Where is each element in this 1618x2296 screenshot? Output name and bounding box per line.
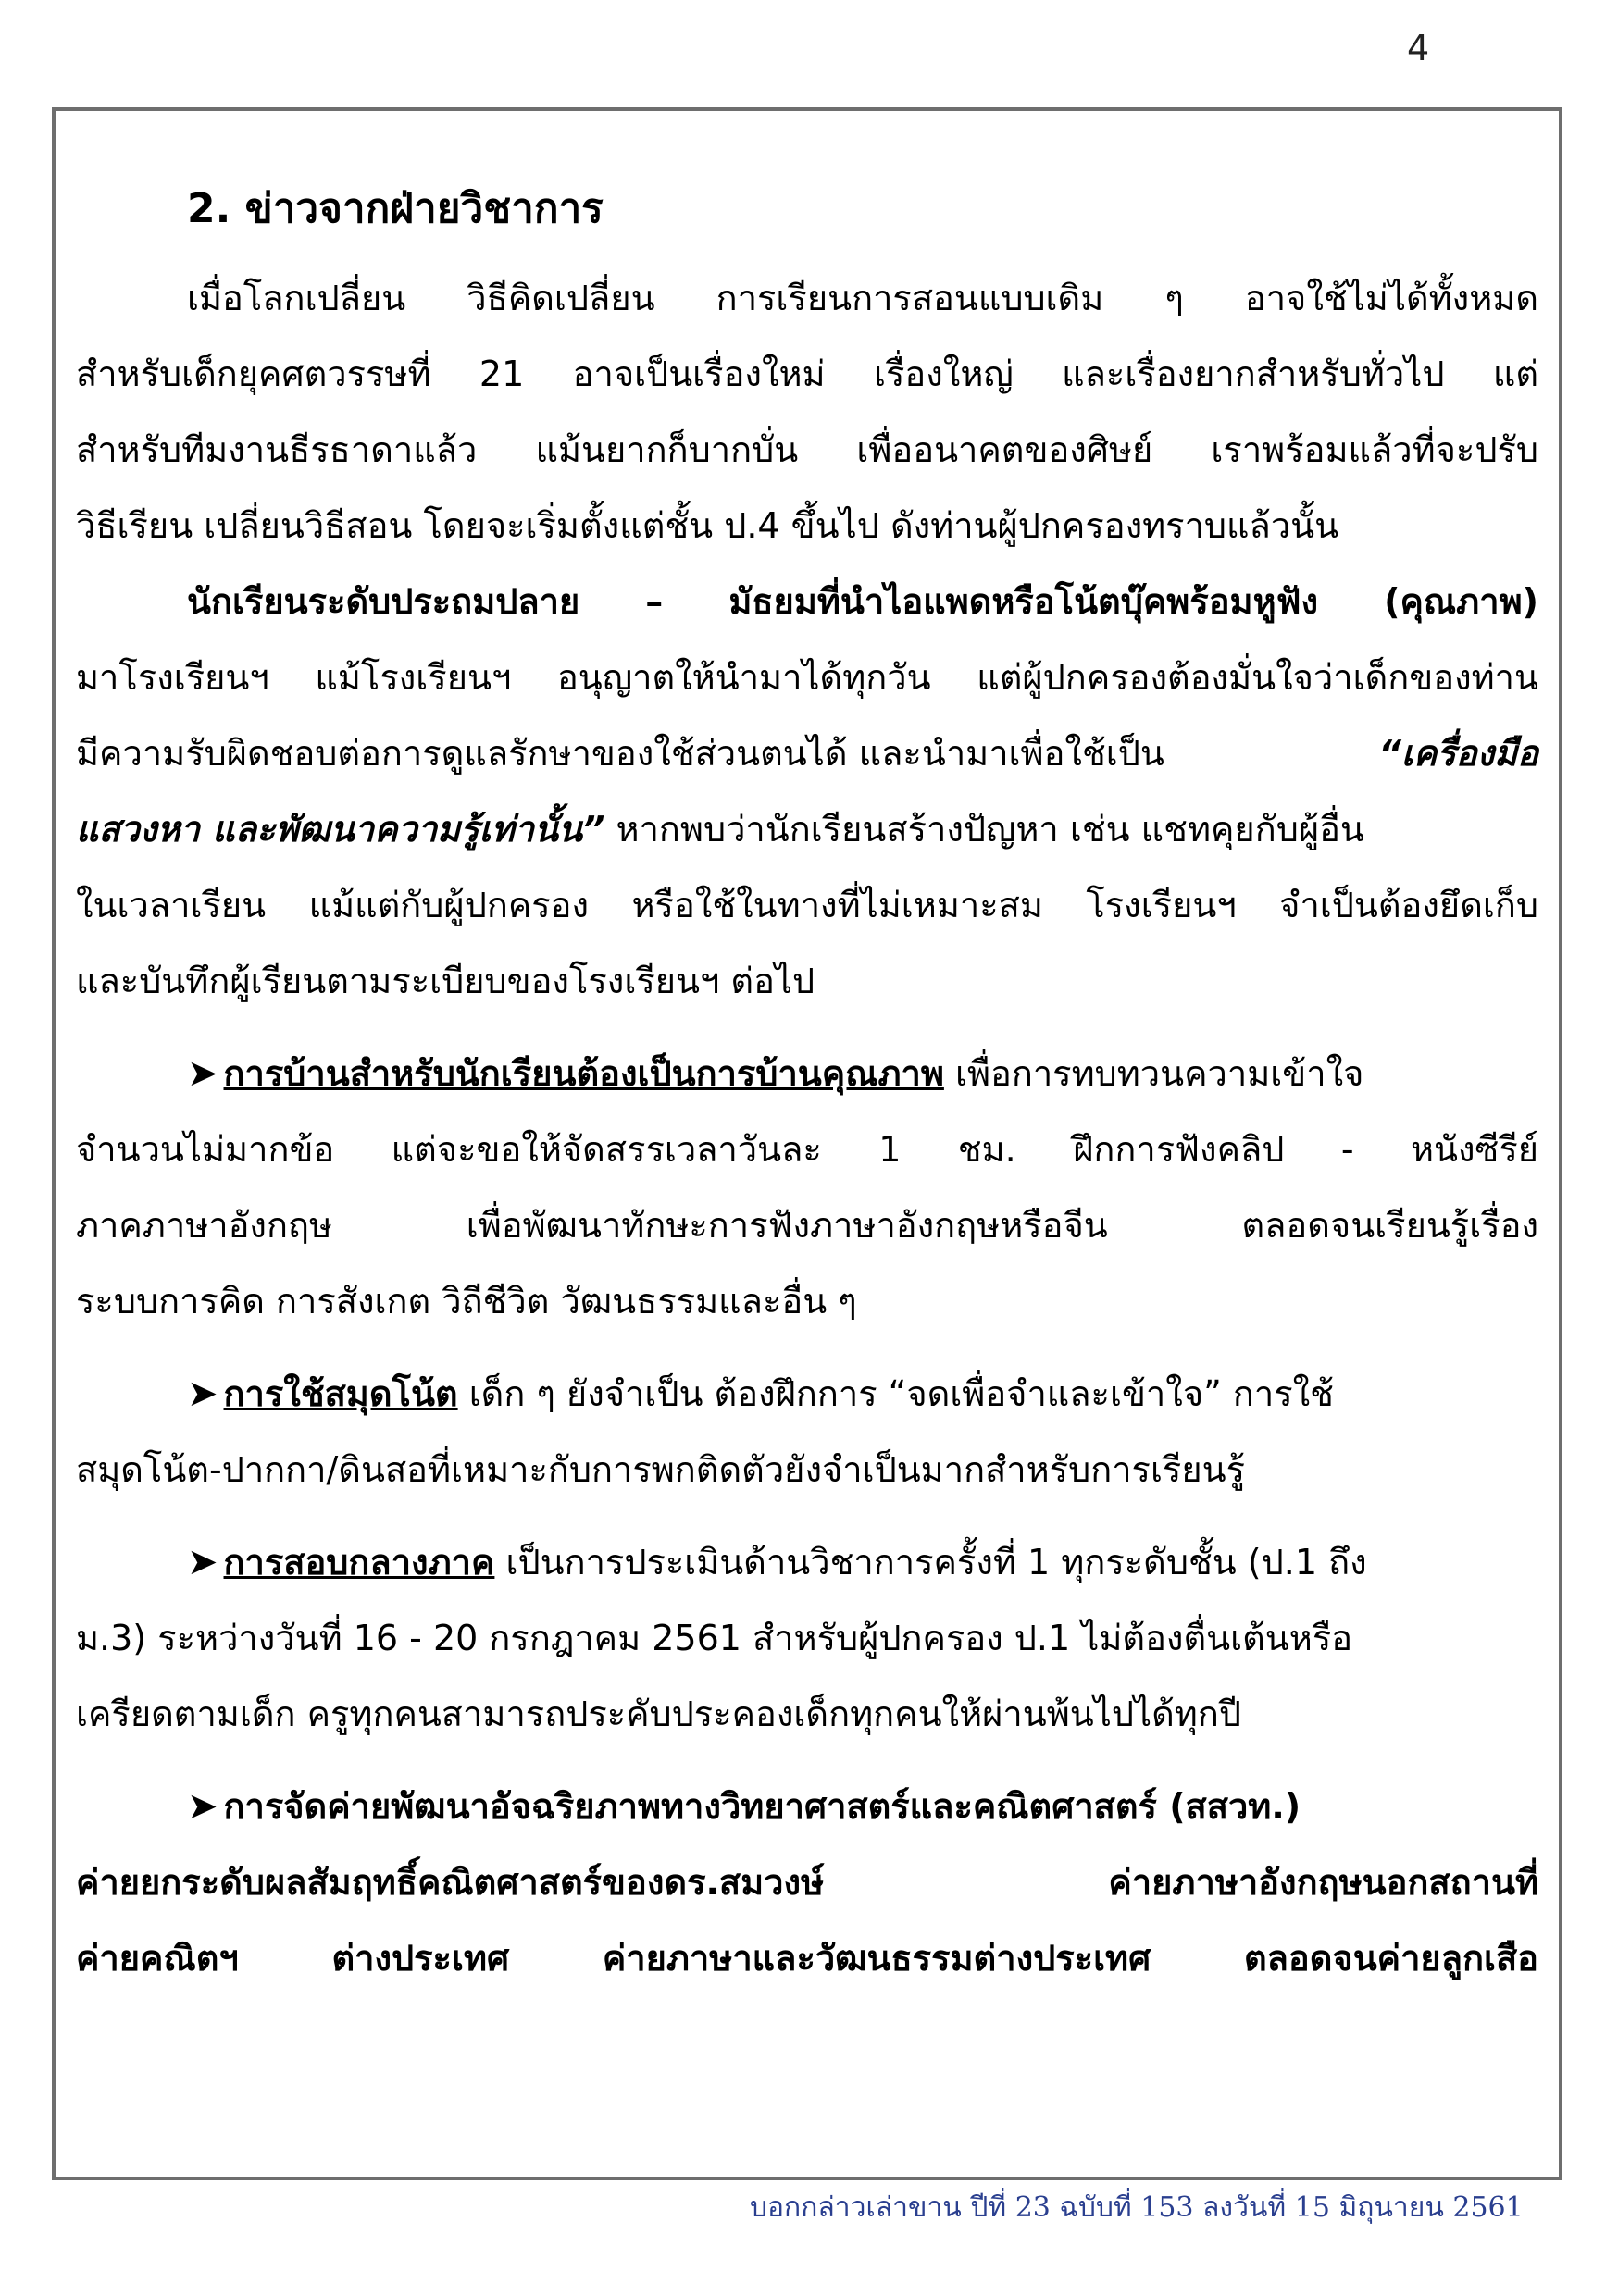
bullet-line: เครียดตามเด็ก ครูทุกคนสามารถประคับประคองเด็กทุกคนให้ผ่านพ้นไปได้ทุกปี xyxy=(76,1694,1241,1734)
bullet-line: สมุดโน้ต-ปากกา/ดินสอที่เหมาะกับการพกติดตัวยังจำเป็นมากสำหรับการเรียนรู้ xyxy=(76,1449,1245,1490)
bullet-title: การสอบกลางภาค xyxy=(223,1542,495,1582)
footer-issue-info: บอกกล่าวเล่าขาน ปีที่ 23 ฉบับที่ 153 ลงวันที่ 15 มิถุนายน 2561 xyxy=(750,2191,1524,2224)
bullet-midterm xyxy=(187,1533,1538,1592)
bullet-line: ค่ายยกระดับผลสัมฤทธิ์คณิตศาสตร์ของดร.สมวงษ์ ค่ายภาษาอังกฤษนอกสถานที่ xyxy=(76,1862,1538,1903)
p1-line: สำหรับทีมงานธีรธาดาแล้ว แม้นยากก็บากบั่น เพื่ออนาคตของศิษย์ เราพร้อมแล้วที่จะปรับ xyxy=(76,429,1538,470)
bullet-line: ม.3) ระหว่างวันที่ 16 - 20 กรกฎาคม 2561 สำหรับผู้ปกครอง ป.1 ไม่ต้องตื่นเต้นหรือ xyxy=(76,1618,1353,1658)
bullet-title: การใช้สมุดโน้ต xyxy=(223,1373,458,1414)
bullet-text: เด็ก ๆ ยังจำเป็น ต้องฝึกการ “จดเพื่อจำและเข้าใจ” การใช้ xyxy=(457,1373,1334,1414)
page-number: 4 xyxy=(1407,28,1430,68)
bullet-title: การบ้านสำหรับนักเรียนต้องเป็นการบ้านคุณภาพ xyxy=(223,1053,944,1094)
arrow-bullet-icon: ➤ xyxy=(187,1785,218,1828)
p2-line-text: มีความรับผิดชอบต่อการดูแลรักษาของใช้ส่วนตนได้ และนำมาเพื่อใช้เป็น xyxy=(76,733,1164,774)
p2-line-with-quote xyxy=(76,724,1538,783)
bullet-line: จำนวนไม่มากข้อ แต่จะขอให้จัดสรรเวลาวันละ 1 ชม. ฝึกการฟังคลิป - หนังซีรีย์ xyxy=(76,1129,1538,1170)
bullet-line: ภาคภาษาอังกฤษ เพื่อพัฒนาทักษะการฟังภาษาอังกฤษหรือจีน ตลอดจนเรียนรู้เรื่อง xyxy=(76,1205,1538,1246)
bullet-notebook xyxy=(187,1364,1538,1423)
bullet-text: เป็นการประเมินด้านวิชาการครั้งที่ 1 ทุกระดับชั้น (ป.1 ถึง xyxy=(494,1542,1367,1582)
bullet-homework xyxy=(187,1044,1538,1103)
bullet-line: ค่ายคณิตฯ ต่างประเทศ ค่ายภาษาและวัฒนธรรมต่างประเทศ ตลอดจนค่ายลูกเสือ xyxy=(76,1938,1538,1979)
bullet-title: การจัดค่ายพัฒนาอัจฉริยภาพทางวิทยาศาสตร์และคณิตศาสตร์ (สสวท.) xyxy=(223,1786,1301,1827)
p2-quote-start: “เครื่องมือ xyxy=(1378,733,1538,774)
arrow-bullet-icon: ➤ xyxy=(187,1541,218,1583)
bullet-line: ระบบการคิด การสังเกต วิถีชีวิต วัฒนธรรมและอื่น ๆ xyxy=(76,1281,857,1322)
arrow-bullet-icon: ➤ xyxy=(187,1372,218,1415)
p2-line-quote-end xyxy=(76,800,1538,859)
p2-line: และบันทึกผู้เรียนตามระเบียบของโรงเรียนฯ ต่อไป xyxy=(76,961,815,1001)
p2-line: มาโรงเรียนฯ แม้โรงเรียนฯ อนุญาตให้นำมาได้ทุกวัน แต่ผู้ปกครองต้องมั่นใจว่าเด็กของท่าน xyxy=(76,657,1538,698)
p2-bold-lead: นักเรียนระดับประถมปลาย – มัธยมที่นำไอแพดหรือโน้ตบุ๊คพร้อมหูฟัง (คุณภาพ) xyxy=(187,581,1538,622)
p1-line: วิธีเรียน เปลี่ยนวิธีสอน โดยจะเริ่มตั้งแต่ชั้น ป.4 ขึ้นไป ดังท่านผู้ปกครองทราบแล้วนั้น xyxy=(76,505,1339,546)
p1-line: สำหรับเด็กยุคศตวรรษที่ 21 อาจเป็นเรื่องใหม่ เรื่องใหญ่ และเรื่องยากสำหรับทั่วไป แต่ xyxy=(76,354,1538,394)
p2-quote-end: แสวงหา และพัฒนาความรู้เท่านั้น” xyxy=(76,809,605,850)
section-heading: 2. ข่าวจากฝ่ายวิชาการ xyxy=(187,185,604,232)
p2-after-quote: หากพบว่านักเรียนสร้างปัญหา เช่น แชทคุยกับผู้อื่น xyxy=(604,809,1364,850)
p2-line: ในเวลาเรียน แม้แต่กับผู้ปกครอง หรือใช้ในทางที่ไม่เหมาะสม โรงเรียนฯ จำเป็นต้องยึดเก็บ xyxy=(76,885,1538,925)
p1-line: เมื่อโลกเปลี่ยน วิธีคิดเปลี่ยน การเรียนการสอนแบบเดิม ๆ อาจใช้ไม่ได้ทั้งหมด xyxy=(187,278,1538,318)
bullet-camps xyxy=(187,1777,1538,1836)
bullet-text: เพื่อการทบทวนความเข้าใจ xyxy=(943,1053,1364,1094)
arrow-bullet-icon: ➤ xyxy=(187,1052,218,1095)
